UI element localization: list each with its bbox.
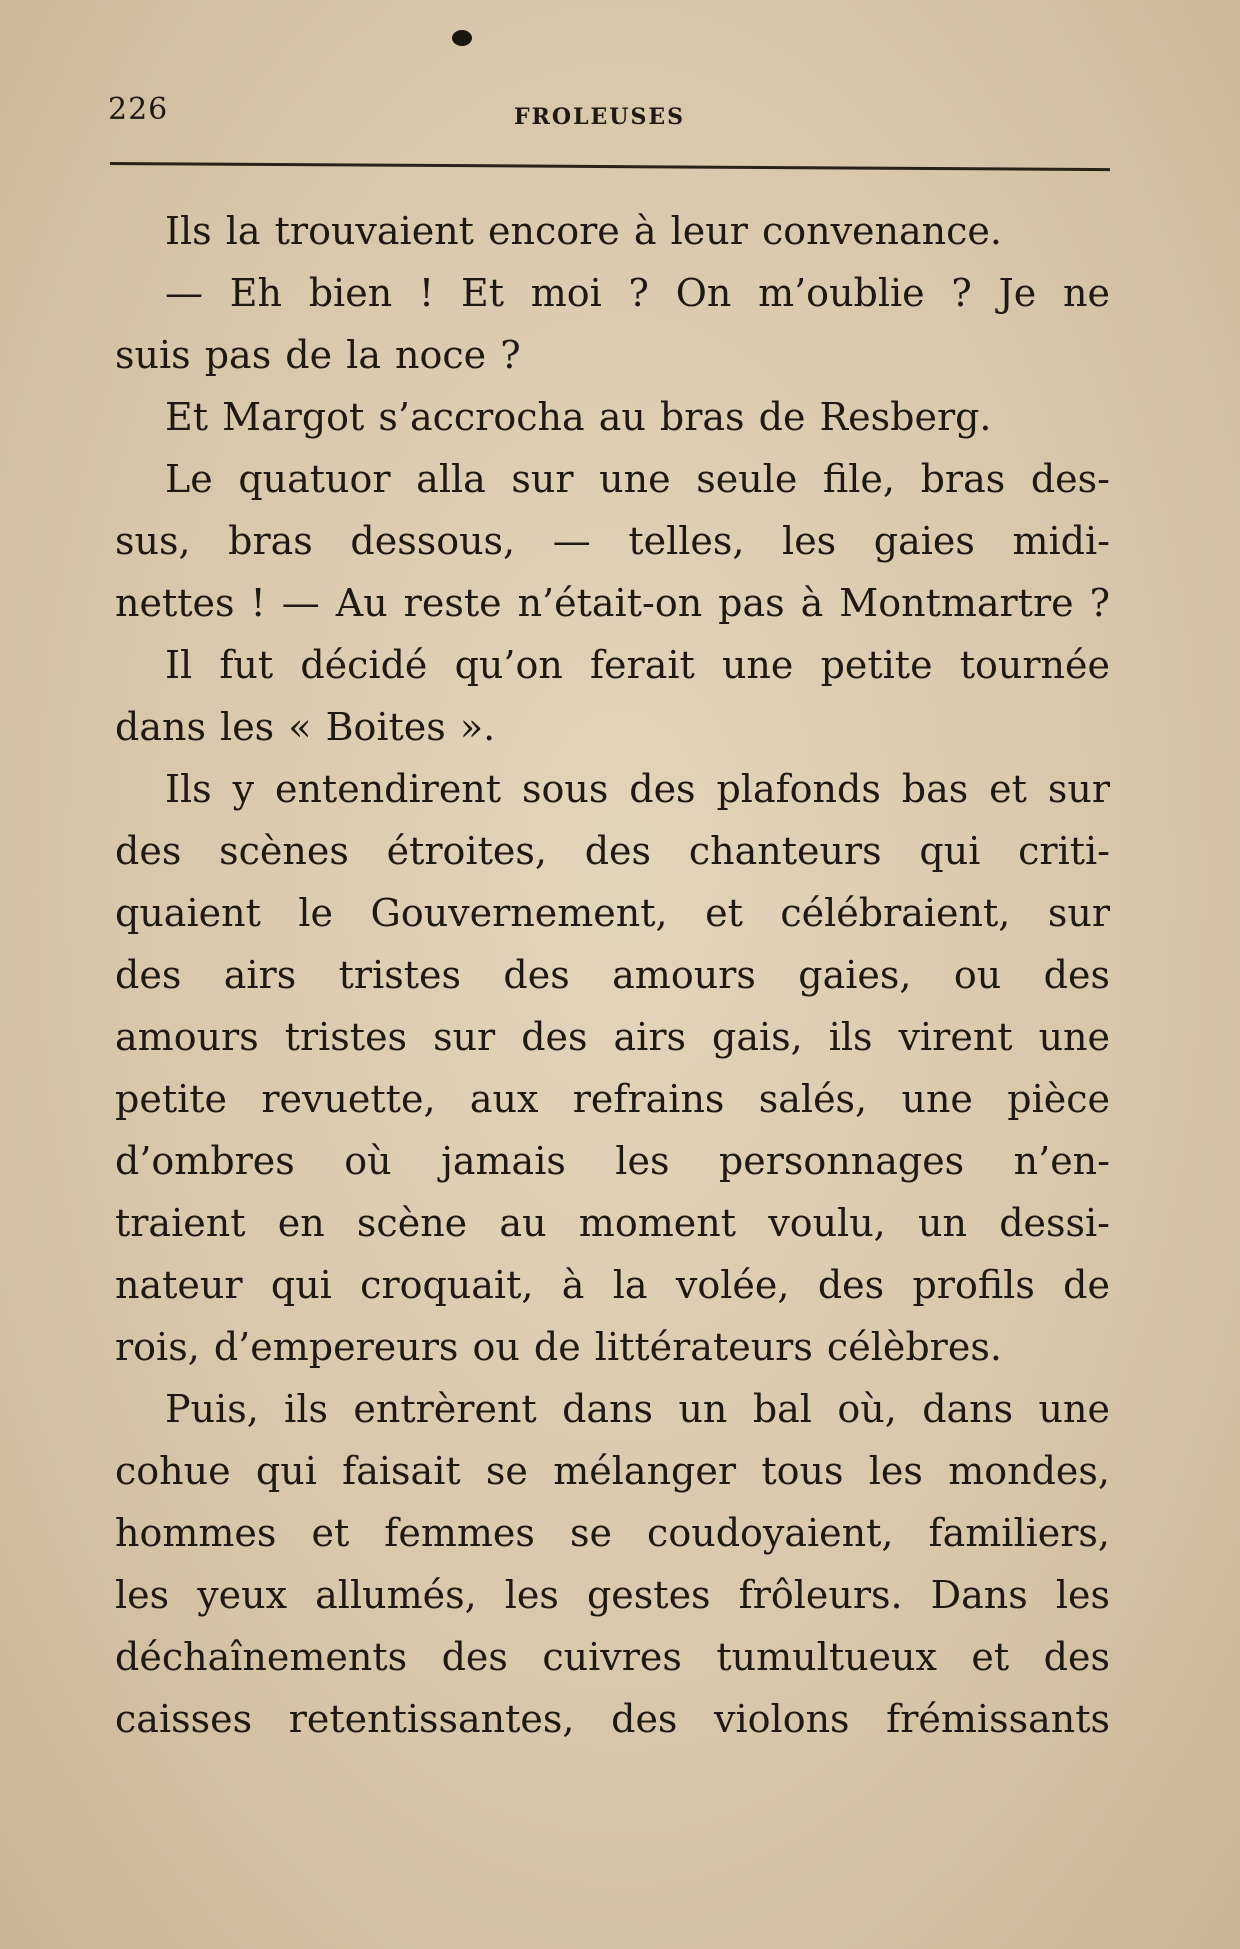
text-line: hommes et femmes se coudoyaient, familiers,: [115, 1511, 1110, 1555]
text-line: d’ombres où jamais les personnages n’en-: [115, 1139, 1110, 1183]
text-line: sus, bras dessous, — telles, les gaies midi-: [115, 519, 1110, 563]
text-line: quaient le Gouvernement, et célébraient, sur: [115, 891, 1110, 935]
text-line: Ils la trouvaient encore à leur convenance.: [165, 209, 1002, 253]
text-line: Et Margot s’accrocha au bras de Resberg.: [165, 395, 992, 439]
text-line: des scènes étroites, des chanteurs qui criti-: [115, 829, 1110, 873]
text-line: cohue qui faisait se mélanger tous les mondes,: [115, 1449, 1110, 1493]
header-rule: [110, 162, 1110, 171]
text-line: petite revuette, aux refrains salés, une pièce: [115, 1077, 1110, 1121]
text-line: les yeux allumés, les gestes frôleurs. Dans les: [115, 1573, 1110, 1617]
text-line: nettes ! — Au reste n’était-on pas à Montmartre ?: [115, 581, 1110, 625]
text-line: des airs tristes des amours gaies, ou des: [115, 953, 1110, 997]
text-line: Il fut décidé qu’on ferait une petite tournée: [165, 643, 1110, 687]
text-line: suis pas de la noce ?: [115, 333, 521, 377]
body-text: [115, 200, 1110, 1750]
text-line: Le quatuor alla sur une seule file, bras des-: [165, 457, 1110, 501]
page-header: [108, 92, 1108, 132]
ink-blot: [452, 30, 472, 46]
text-line: nateur qui croquait, à la volée, des profils de: [115, 1263, 1110, 1307]
text-line: amours tristes sur des airs gais, ils virent une: [115, 1015, 1110, 1059]
text-line: Puis, ils entrèrent dans un bal où, dans une: [165, 1387, 1110, 1431]
text-line: rois, d’empereurs ou de littérateurs célèbres.: [115, 1325, 1002, 1369]
text-line: Ils y entendirent sous des plafonds bas et sur: [165, 767, 1110, 811]
text-line: traient en scène au moment voulu, un dessi-: [115, 1201, 1110, 1245]
text-line: dans les « Boites ».: [115, 705, 496, 749]
text-line: déchaînements des cuivres tumultueux et des: [115, 1635, 1110, 1679]
running-title: FROLEUSES: [514, 104, 686, 130]
text-line: caisses retentissantes, des violons frémissants: [115, 1697, 1110, 1741]
text-line: — Eh bien ! Et moi ? On m’oublie ? Je ne: [165, 271, 1110, 315]
page-number: 226: [108, 92, 169, 127]
